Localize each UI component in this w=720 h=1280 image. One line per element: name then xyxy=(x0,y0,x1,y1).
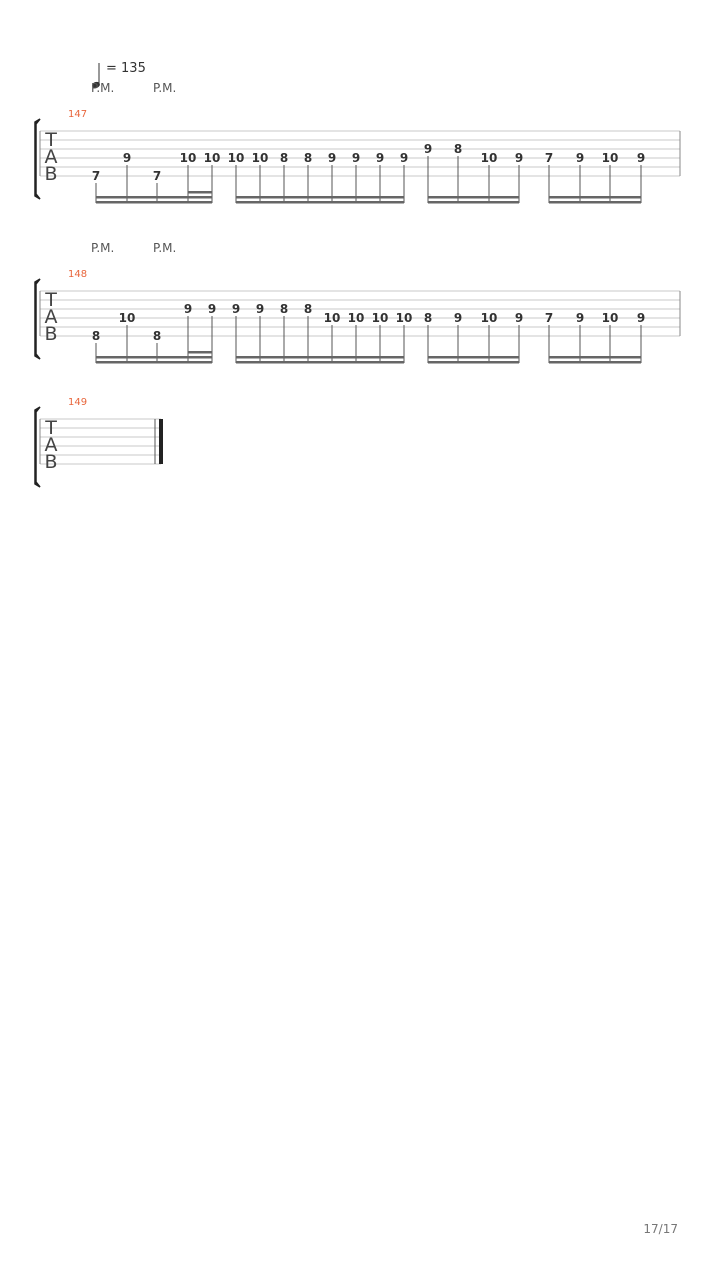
measure-number: 148 xyxy=(68,269,88,280)
fret-number: 9 xyxy=(231,302,241,316)
beam xyxy=(236,196,404,199)
fret-number: 10 xyxy=(227,151,245,165)
fret-number: 10 xyxy=(347,311,365,325)
fret-number: 9 xyxy=(636,151,646,165)
tab-clef-letter: A xyxy=(44,146,58,168)
fret-number: 9 xyxy=(399,151,409,165)
tab-clef-letter: A xyxy=(44,306,58,328)
beam xyxy=(428,356,519,359)
system-brace xyxy=(35,279,40,359)
fret-number: 10 xyxy=(395,311,413,325)
tab-clef-letter: T xyxy=(45,289,57,311)
beam xyxy=(188,191,212,194)
system-brace xyxy=(35,119,40,199)
beam xyxy=(549,201,641,204)
tempo-marking: = 135 xyxy=(106,61,146,76)
beam xyxy=(549,356,641,359)
measure-number: 147 xyxy=(68,109,88,120)
tab-staff-system xyxy=(0,110,720,220)
fret-number: 7 xyxy=(91,169,101,183)
fret-number: 8 xyxy=(152,329,162,343)
fret-number: 8 xyxy=(423,311,433,325)
beam xyxy=(236,361,404,364)
beam xyxy=(549,361,641,364)
palm-mute-label: P.M. xyxy=(153,81,177,95)
fret-number: 8 xyxy=(91,329,101,343)
palm-mute-label: P.M. xyxy=(91,241,115,255)
final-barline xyxy=(159,419,163,464)
fret-number: 10 xyxy=(203,151,221,165)
fret-number: 10 xyxy=(118,311,136,325)
palm-mute-label: P.M. xyxy=(91,81,115,95)
fret-number: 9 xyxy=(375,151,385,165)
beam xyxy=(96,361,212,364)
beam xyxy=(96,356,212,359)
beam xyxy=(96,201,212,204)
fret-number: 10 xyxy=(371,311,389,325)
fret-number: 8 xyxy=(453,142,463,156)
fret-number: 9 xyxy=(636,311,646,325)
fret-number: 9 xyxy=(351,151,361,165)
fret-number: 9 xyxy=(514,311,524,325)
fret-number: 9 xyxy=(423,142,433,156)
fret-number: 9 xyxy=(514,151,524,165)
system-brace xyxy=(35,407,40,487)
page-number: 17/17 xyxy=(643,1222,678,1236)
tab-staff-system xyxy=(0,270,720,380)
fret-number: 7 xyxy=(544,311,554,325)
fret-number: 7 xyxy=(544,151,554,165)
fret-number: 7 xyxy=(152,169,162,183)
fret-number: 10 xyxy=(323,311,341,325)
fret-number: 8 xyxy=(303,151,313,165)
tab-staff-system xyxy=(0,398,720,498)
fret-number: 10 xyxy=(601,311,619,325)
fret-number: 9 xyxy=(327,151,337,165)
beam xyxy=(96,196,212,199)
tab-clef-letter: T xyxy=(45,417,57,439)
fret-number: 9 xyxy=(122,151,132,165)
tab-clef-letter: B xyxy=(44,323,58,345)
fret-number: 9 xyxy=(183,302,193,316)
fret-number: 8 xyxy=(279,151,289,165)
fret-number: 10 xyxy=(179,151,197,165)
fret-number: 9 xyxy=(453,311,463,325)
tab-clef-letter: B xyxy=(44,451,58,473)
fret-number: 9 xyxy=(575,151,585,165)
tab-clef-letter: T xyxy=(45,129,57,151)
tab-clef-letter: B xyxy=(44,163,58,185)
beam xyxy=(549,196,641,199)
palm-mute-label: P.M. xyxy=(153,241,177,255)
fret-number: 8 xyxy=(279,302,289,316)
fret-number: 9 xyxy=(207,302,217,316)
measure-number: 149 xyxy=(68,397,88,408)
beam xyxy=(188,351,212,354)
fret-number: 10 xyxy=(480,311,498,325)
fret-number: 9 xyxy=(255,302,265,316)
beam xyxy=(428,196,519,199)
fret-number: 10 xyxy=(480,151,498,165)
fret-number: 10 xyxy=(601,151,619,165)
fret-number: 8 xyxy=(303,302,313,316)
fret-number: 9 xyxy=(575,311,585,325)
fret-number: 10 xyxy=(251,151,269,165)
beam xyxy=(428,201,519,204)
beam xyxy=(236,356,404,359)
tab-clef-letter: A xyxy=(44,434,58,456)
beam xyxy=(236,201,404,204)
beam xyxy=(428,361,519,364)
